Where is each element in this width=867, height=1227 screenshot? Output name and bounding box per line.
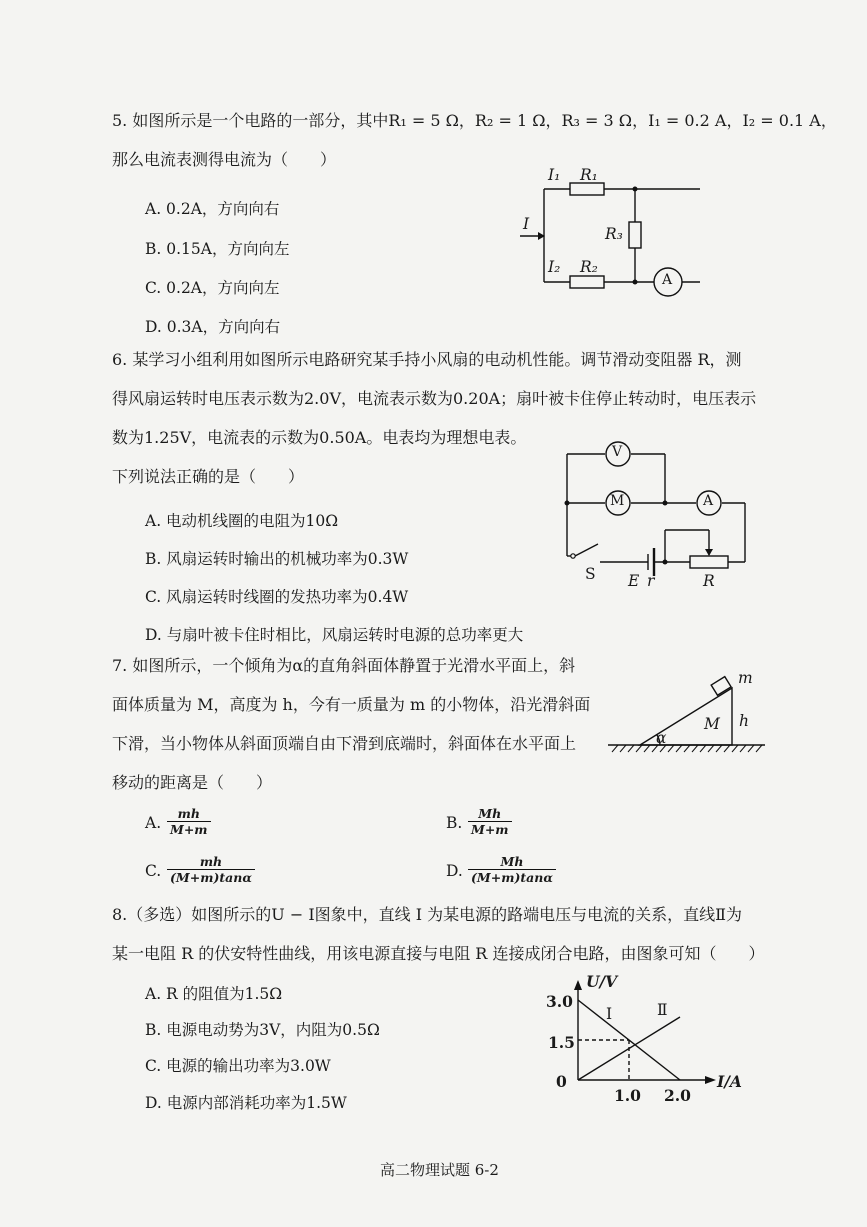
label-ammeter: A bbox=[662, 272, 673, 288]
q7-option-d-den: (M+m)tanα bbox=[468, 869, 556, 885]
label-M-wedge: M bbox=[704, 715, 720, 733]
label-voltmeter: V bbox=[612, 444, 623, 460]
q8-option-d: D. 电源内部消耗功率为1.5W bbox=[145, 1094, 347, 1112]
ytick-3: 3.0 bbox=[546, 992, 573, 1011]
q7-option-a-num: mh bbox=[177, 806, 200, 821]
label-internal-r: r bbox=[647, 572, 655, 590]
label-r2: R₂ bbox=[580, 258, 598, 276]
q5-option-b: B. 0.15A，方向向左 bbox=[145, 240, 290, 258]
q5-stem-line1: 5. 如图所示是一个电路的一部分，其中R₁ = 5 Ω，R₂ = 1 Ω，R₃ = 3 Ω，I₁ = 0.2 A，I₂ = 0.1 A， bbox=[112, 111, 837, 130]
label-r3: R₃ bbox=[605, 225, 623, 243]
label-alpha: α bbox=[656, 729, 667, 747]
q8-option-c: C. 电源的输出功率为3.0W bbox=[145, 1057, 331, 1075]
q6-option-d: D. 与扇叶被卡住时相比，风扇运转时电源的总功率更大 bbox=[145, 626, 524, 644]
q7-stem-line1: 7. 如图所示，一个倾角为α的直角斜面体静置于光滑水平面上，斜 bbox=[112, 656, 576, 675]
q6-option-c: C. 风扇运转时线圈的发热功率为0.4W bbox=[145, 588, 409, 606]
label-emf: E bbox=[628, 572, 640, 590]
q5-option-a: A. 0.2A，方向向右 bbox=[145, 200, 280, 218]
xtick-1: 1.0 bbox=[614, 1086, 641, 1105]
label-rheostat: R bbox=[703, 572, 715, 590]
label-i: I bbox=[523, 215, 530, 233]
line-ii-label: Ⅱ bbox=[657, 1001, 668, 1019]
label-motor: M bbox=[610, 493, 625, 509]
q6-stem-line4: 下列说法正确的是（ ） bbox=[112, 467, 305, 486]
q8-option-b: B. 电源电动势为3V，内阻为0.5Ω bbox=[145, 1021, 380, 1039]
xtick-2: 2.0 bbox=[664, 1086, 691, 1105]
label-h: h bbox=[739, 712, 749, 730]
label-m-block: m bbox=[738, 669, 753, 687]
q8-stem-line2: 某一电阻 R 的伏安特性曲线，用该电源直接与电阻 R 连接成闭合电路，由图象可知（ ） bbox=[112, 944, 765, 963]
q7-option-d-letter: D. bbox=[446, 862, 463, 880]
q5-stem-line2: 那么电流表测得电流为（ ） bbox=[112, 150, 337, 169]
q6-option-b: B. 风扇运转时输出的机械功率为0.3W bbox=[145, 550, 409, 568]
label-ammeter2: A bbox=[703, 493, 714, 509]
label-i2: I₂ bbox=[548, 258, 561, 276]
q5-option-c: C. 0.2A，方向向左 bbox=[145, 279, 280, 297]
q7-option-d-num: Mh bbox=[500, 854, 524, 869]
label-r1: R₁ bbox=[580, 166, 598, 184]
q7-stem-line4: 移动的距离是（ ） bbox=[112, 773, 273, 792]
graph-ylabel: U/V bbox=[586, 972, 618, 991]
q7-option-c-den: (M+m)tanα bbox=[167, 869, 255, 885]
line-i-label: I bbox=[606, 1005, 613, 1023]
q7-option-b-den: M+m bbox=[468, 821, 512, 837]
q7-stem-line2: 面体质量为 M，高度为 h，今有一质量为 m 的小物体，沿光滑斜面 bbox=[112, 695, 591, 714]
q6-stem-line2: 得风扇运转时电压表示数为2.0V，电流表示数为0.20A；扇叶被卡住停止转动时，电压表示 bbox=[112, 389, 757, 408]
label-switch: S bbox=[585, 565, 596, 583]
page-footer: 高二物理试题 6-2 bbox=[380, 1161, 499, 1179]
ytick-0: 0 bbox=[556, 1072, 567, 1091]
graph-xlabel: I/A bbox=[717, 1072, 742, 1091]
q6-stem-line3: 数为1.25V，电流表的示数为0.50A。电表均为理想电表。 bbox=[112, 428, 527, 447]
q7-option-c-num: mh bbox=[199, 854, 223, 869]
q6-stem-line1: 6. 某学习小组利用如图所示电路研究某手持小风扇的电动机性能。调节滑动变阻器 R，测 bbox=[112, 350, 742, 369]
q7-option-a-den: M+m bbox=[167, 821, 211, 837]
q7-stem-line3: 下滑，当小物体从斜面顶端自由下滑到底端时，斜面体在水平面上 bbox=[112, 734, 577, 753]
q7-option-b-num: Mh bbox=[478, 806, 502, 821]
q7-option-a-letter: A. bbox=[145, 814, 162, 832]
q6-option-a: A. 电动机线圈的电阻为10Ω bbox=[145, 512, 339, 530]
label-i1: I₁ bbox=[548, 166, 561, 184]
q8-option-a: A. R 的阻值为1.5Ω bbox=[145, 985, 283, 1003]
ytick-1-5: 1.5 bbox=[548, 1033, 575, 1052]
q7-option-c-letter: C. bbox=[145, 862, 162, 880]
q7-option-b-letter: B. bbox=[446, 814, 463, 832]
q5-option-d: D. 0.3A，方向向右 bbox=[145, 318, 281, 336]
q8-stem-line1: 8.（多选）如图所示的U − I图象中，直线 I 为某电源的路端电压与电流的关系，直线Ⅱ为 bbox=[112, 905, 743, 924]
